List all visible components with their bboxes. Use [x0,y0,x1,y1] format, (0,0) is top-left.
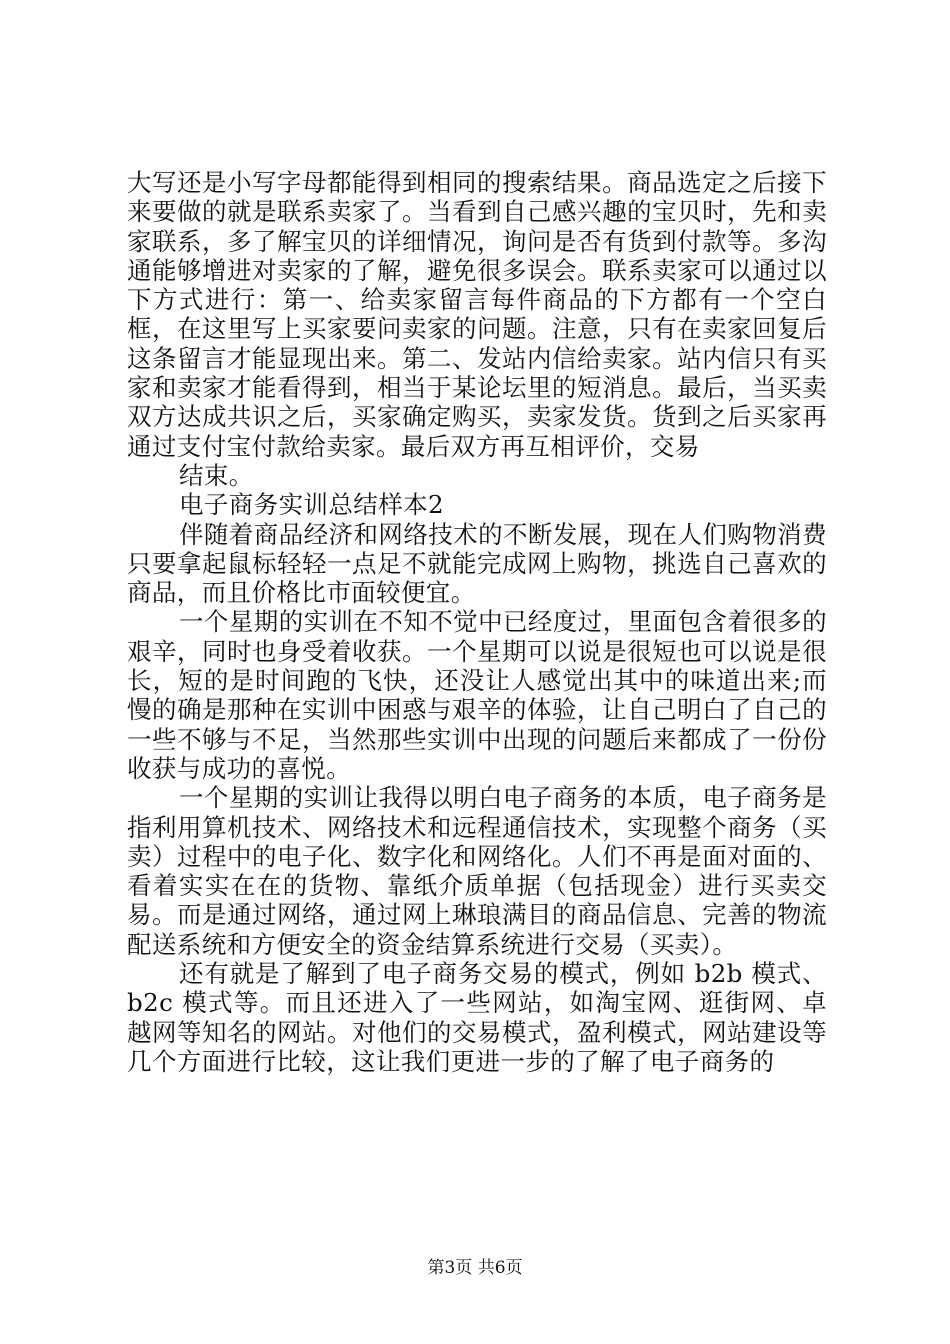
paragraph: 一个星期的实训让我得以明白电子商务的本质，电子商务是指利用算机技术、网络技术和远程通信技术，实现整个商务（买卖）过程中的电子化、数字化和网络化。人们不再是面对面的、看着实实在在的货物、靠纸介质单据（包括现金）进行买卖交易。而是通过网络，通过网上琳琅满目的商品信息、完善的物流配送系统和方便安全的资金结算系统进行交易（买卖）。 [127,783,827,959]
paragraph: 一个星期的实训在不知不觉中已经度过，里面包含着很多的艰辛，同时也身受着收获。一个星期可以说是很短也可以说是很长，短的是时间跑的飞快，还没让人感觉出其中的味道出来;而慢的确是那种在实训中困惑与艰辛的体验，让自己明白了自己的一些不够与不足，当然那些实训中出现的问题后来都成了一份份收获与成功的喜悦。 [127,607,827,783]
paragraph-end: 结束。 [179,460,254,490]
paragraph: 伴随着商品经济和网络技术的不断发展，现在人们购物消费只要拿起鼠标轻轻一点足不就能完成网上购物，挑选自己喜欢的商品，而且价格比市面较便宜。 [127,519,827,608]
page-footer: 第3页 共6页 [427,1258,523,1278]
section-title: 电子商务实训总结样本2 [179,490,444,520]
paragraph: 还有就是了解到了电子商务交易的模式，例如 b2b 模式、b2c 模式等。而且还进入了一些网站，如淘宝网、逛街网、卓越网等知名的网站。对他们的交易模式，盈利模式，网站建设等几个方面进行比较，这让我们更进一步的了解了电子商务的 [127,959,827,1076]
document-body [127,168,827,1076]
paragraph-continued: 大写还是小写字母都能得到相同的搜索结果。商品选定之后接下来要做的就是联系卖家了。当看到自己感兴趣的宝贝时，先和卖家联系，多了解宝贝的详细情况，询问是否有货到付款等。多沟通能够增进对卖家的了解，避免很多误会。联系卖家可以通过以下方式进行：第一、给卖家留言每件商品的下方都有一个空白框，在这里写上买家要问卖家的问题。注意，只有在卖家回复后这条留言才能显现出来。第二、发站内信给卖家。站内信只有买家和卖家才能看得到，相当于某论坛里的短消息。最后，当买卖双方达成共识之后，买家确定购买，卖家发货。货到之后买家再通过支付宝付款给卖家。最后双方再互相评价，交易 [127,168,827,461]
